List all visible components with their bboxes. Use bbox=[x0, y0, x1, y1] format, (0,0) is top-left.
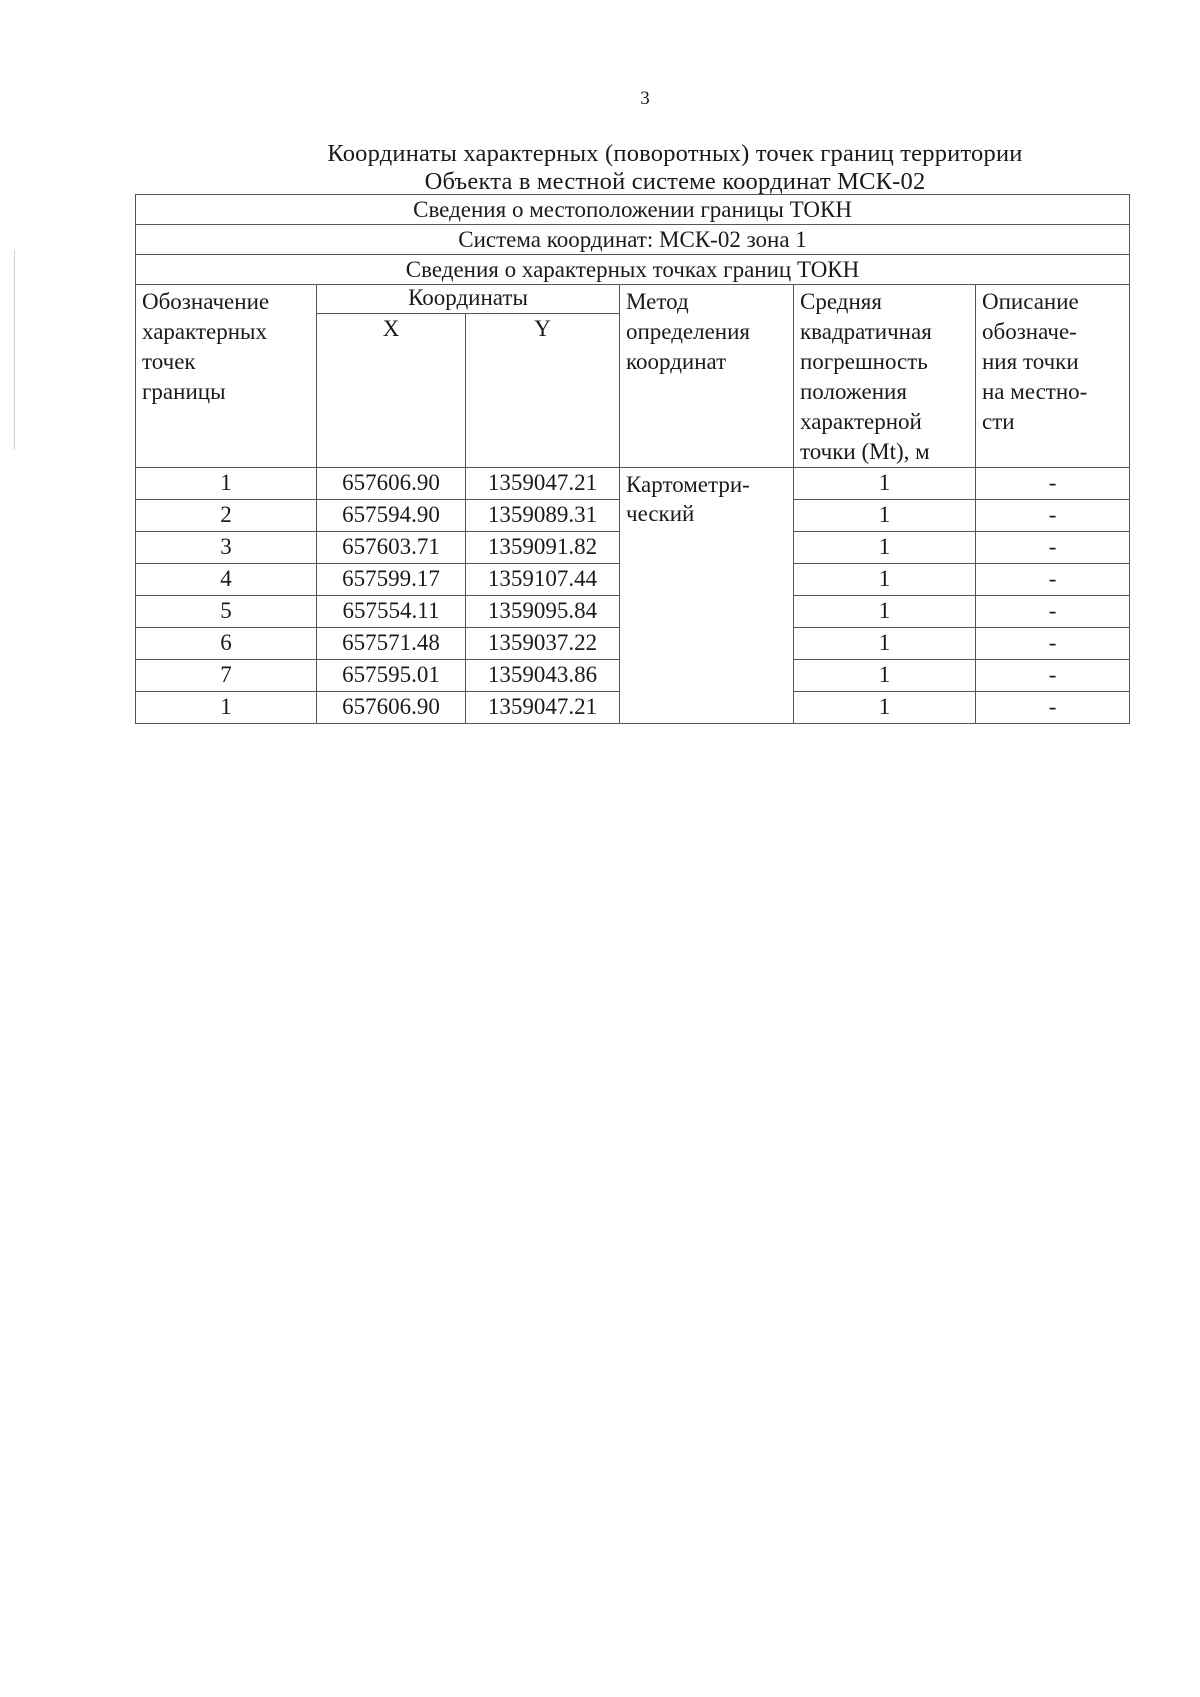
y-coordinate-cell: 1359095.84 bbox=[466, 596, 620, 628]
table-row bbox=[136, 468, 1130, 500]
description-cell: - bbox=[976, 532, 1130, 564]
point-number-cell: 6 bbox=[136, 628, 317, 660]
description-cell: - bbox=[976, 596, 1130, 628]
description-cell: - bbox=[976, 564, 1130, 596]
title-line-2: Объекта в местной системе координат МСК-02 bbox=[424, 168, 926, 195]
accuracy-cell: 1 bbox=[794, 660, 976, 692]
header-method: Метод определения координат bbox=[620, 285, 794, 468]
section-coord-system-header: Система координат: МСК-02 зона 1 bbox=[136, 225, 1130, 255]
accuracy-cell: 1 bbox=[794, 628, 976, 660]
header-y: Y bbox=[466, 314, 620, 468]
page-number: 3 bbox=[640, 88, 650, 109]
description-cell: - bbox=[976, 500, 1130, 532]
header-x: X bbox=[317, 314, 466, 468]
accuracy-cell: 1 bbox=[794, 468, 976, 500]
description-cell: - bbox=[976, 468, 1130, 500]
accuracy-cell: 1 bbox=[794, 532, 976, 564]
point-number-cell: 1 bbox=[136, 692, 317, 724]
x-coordinate-cell: 657599.17 bbox=[317, 564, 466, 596]
x-coordinate-cell: 657554.11 bbox=[317, 596, 466, 628]
point-number-cell: 5 bbox=[136, 596, 317, 628]
accuracy-cell: 1 bbox=[794, 564, 976, 596]
accuracy-cell: 1 bbox=[794, 596, 976, 628]
header-accuracy: Средняя квадратичная погрешность положения характерной точки (Mt), м bbox=[794, 285, 976, 468]
accuracy-cell: 1 bbox=[794, 692, 976, 724]
point-number-cell: 7 bbox=[136, 660, 317, 692]
coordinates-table bbox=[135, 194, 1130, 724]
scan-margin-line bbox=[14, 250, 15, 450]
description-cell: - bbox=[976, 660, 1130, 692]
document-title bbox=[0, 140, 1200, 196]
point-number-cell: 3 bbox=[136, 532, 317, 564]
method-cell: Картометри- ческий bbox=[620, 468, 794, 724]
y-coordinate-cell: 1359047.21 bbox=[466, 468, 620, 500]
x-coordinate-cell: 657606.90 bbox=[317, 692, 466, 724]
title-line-1: Координаты характерных (поворотных) точек границ территории bbox=[327, 140, 1023, 167]
section-location-header: Сведения о местоположении границы ТОКН bbox=[136, 195, 1130, 225]
y-coordinate-cell: 1359107.44 bbox=[466, 564, 620, 596]
accuracy-cell: 1 bbox=[794, 500, 976, 532]
x-coordinate-cell: 657603.71 bbox=[317, 532, 466, 564]
description-cell: - bbox=[976, 692, 1130, 724]
x-coordinate-cell: 657606.90 bbox=[317, 468, 466, 500]
y-coordinate-cell: 1359089.31 bbox=[466, 500, 620, 532]
x-coordinate-cell: 657595.01 bbox=[317, 660, 466, 692]
section-points-header: Сведения о характерных точках границ ТОКН bbox=[136, 255, 1130, 285]
header-point-designation: Обозначение характерных точек границы bbox=[136, 285, 317, 468]
point-number-cell: 2 bbox=[136, 500, 317, 532]
y-coordinate-cell: 1359047.21 bbox=[466, 692, 620, 724]
x-coordinate-cell: 657571.48 bbox=[317, 628, 466, 660]
header-description: Описание обозначе- ния точки на местно- сти bbox=[976, 285, 1130, 468]
x-coordinate-cell: 657594.90 bbox=[317, 500, 466, 532]
y-coordinate-cell: 1359091.82 bbox=[466, 532, 620, 564]
description-cell: - bbox=[976, 628, 1130, 660]
header-coordinates: Координаты bbox=[317, 285, 620, 314]
y-coordinate-cell: 1359037.22 bbox=[466, 628, 620, 660]
y-coordinate-cell: 1359043.86 bbox=[466, 660, 620, 692]
point-number-cell: 4 bbox=[136, 564, 317, 596]
point-number-cell: 1 bbox=[136, 468, 317, 500]
